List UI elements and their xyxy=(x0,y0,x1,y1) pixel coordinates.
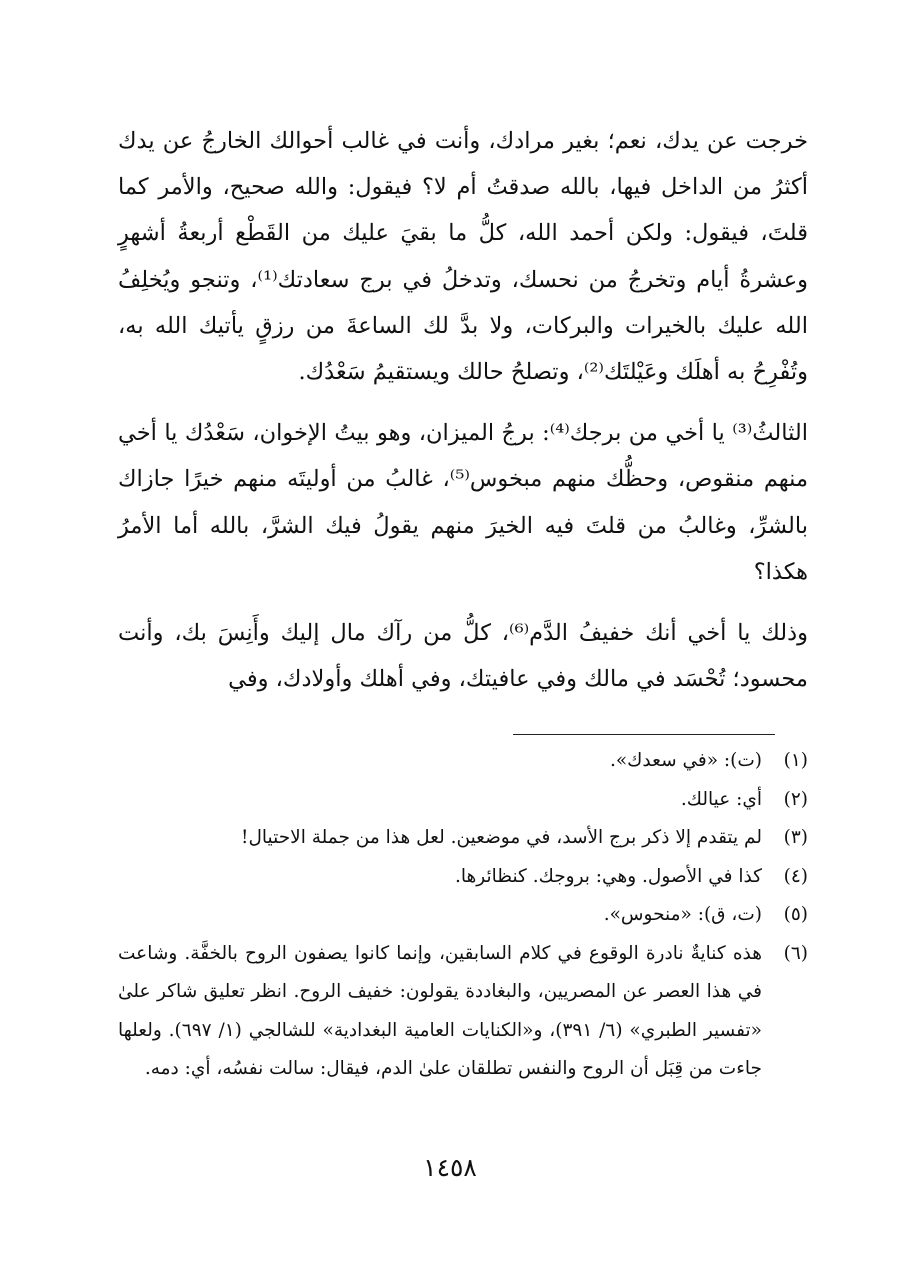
footnote-number: (٥) xyxy=(783,904,808,925)
main-text xyxy=(118,118,808,702)
paragraph-2: الثالثُ⁽³⁾ يا أخي من برجك⁽⁴⁾: برجُ الميزان، وهو بيتُ الإخوان، سَعْدُك يا أخي منهم منقوص، وحظُّك منهم مبخوس⁽⁵⁾، غالبُ من أوليتَه منهم خيرًا جازاك بالشرِّ، وغالبُ من قلتَ فيه الخيرَ منهم يقولُ فيك الشرَّ، بالله أما الأمرُ هكذا؟ xyxy=(118,420,809,585)
footnote-item xyxy=(118,781,808,820)
footnote-item xyxy=(118,896,808,935)
footnote-separator xyxy=(513,734,775,735)
footnote-item xyxy=(118,935,808,1089)
footnote-text: (ت): «في سعدك». xyxy=(609,750,762,771)
page-number: ١٤٥٨ xyxy=(423,1153,477,1182)
footnote-number: (٣) xyxy=(783,827,808,848)
footnote-text: هذه كنايةٌ نادرة الوقوع في كلام السابقين، وإنما كانوا يصفون الروح بالخفَّة. وشاعت في هذا العصر عن المصريين، والبغاددة يقولون: خفيف الروح. انظر تعليق شاكر علىٰ «تفسير الطبري» (٦/ ٣٩١)، و«الكنايات العامية البغدادية» للشالجي (١/ ٦٩٧). ولعلها جاءت من قِبَل أن الروح والنفس تطلقان علىٰ الدم، فيقال: سالت نفسُه، أي: دمه. xyxy=(118,942,762,1079)
footnote-number: (٤) xyxy=(783,865,808,887)
footnote-item xyxy=(118,742,808,781)
footnote-text: لم يتقدم إلا ذكر برج الأسد، في موضعين. لعل هذا من جملة الاحتيال! xyxy=(241,827,762,848)
footnote-item xyxy=(118,819,808,858)
footnote-number: (٢) xyxy=(783,788,808,810)
footnote-number: (٦) xyxy=(783,942,808,964)
paragraph-1: خرجت عن يدك، نعم؛ بغير مرادك، وأنت في غالب أحوالك الخارجُ عن يدك أكثرُ من الداخل فيها، بالله صدقتُ أم لا؟ فيقول: والله صحيح، والأمر كما قلتَ، فيقول: ولكن أحمد الله، كلُّ ما بقيَ عليك من القَطْع أربعةُ أشهرٍ وعشرةُ أيام وتخرجُ من نحسك، وتدخلُ في برج سعادتك⁽¹⁾، وتنجو ويُخلِفُ الله عليك بالخيرات والبركات، ولا بدَّ لك الساعةَ من رزقٍ يأتيك الله به، وتُفْرِحُ به أهلَك وعَيْلتَك⁽²⁾، وتصلحُ حالك ويستقيمُ سَعْدُك. xyxy=(118,128,808,386)
footnote-text: أي: عيالك. xyxy=(680,788,762,810)
footnote-text: كذا في الأصول. وهي: بروجك. كنظائرها. xyxy=(455,865,762,887)
footnotes xyxy=(118,742,808,1089)
footnote-item xyxy=(118,858,808,897)
footnote-text: (ت، ق): «منحوس». xyxy=(603,904,762,925)
paragraph-3: وذلك يا أخي أنك خفيفُ الدَّم⁽⁶⁾، كلُّ من رآك مال إليك وأَنِسَ بك، وأنت محسود؛ تُحْسَد في مالك وفي عافيتك، وفي أهلك وأولادك، وفي xyxy=(118,620,808,693)
footnote-number: (١) xyxy=(783,750,808,771)
